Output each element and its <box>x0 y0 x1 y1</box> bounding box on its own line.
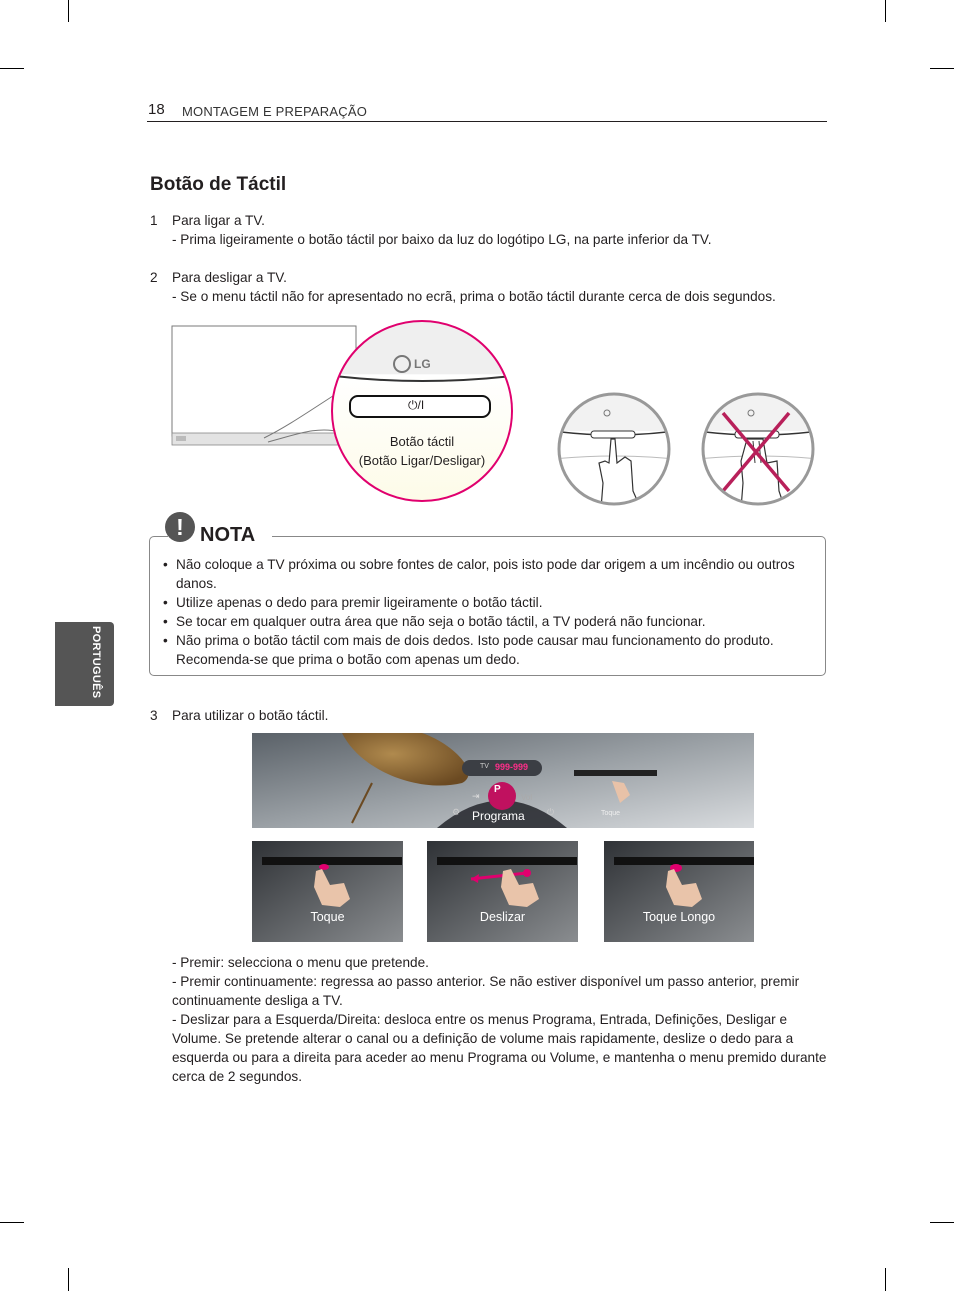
note-item: • Utilize apenas o dedo para premir ligeiramente o botão táctil. <box>163 593 813 612</box>
step-detail: - Se o menu táctil não for apresentado no ecrã, prima o botão táctil durante cerca de dois segundos. <box>172 289 776 304</box>
menu-label: Programa <box>472 809 525 823</box>
language-tab-label: PORTUGUÊS <box>90 626 102 699</box>
usage-instructions <box>172 953 827 1086</box>
crop-mark <box>68 1268 69 1291</box>
tv-bottom-bezel <box>172 433 342 445</box>
channel-number: 999-999 <box>495 762 529 772</box>
power-icon: ⏻ <box>547 807 555 817</box>
crop-mark <box>68 0 69 22</box>
note-item: • Não prima o botão táctil com mais de dois dedos. Isto pode causar mau funcionamento do produto. Recomenda-se que prima o botão com apenas um dedo. <box>163 631 813 669</box>
warning-icon: ! <box>165 512 195 542</box>
instruction-paragraph: - Premir: selecciona o menu que pretende. <box>172 955 429 970</box>
toque-label-small: Toque <box>601 810 621 817</box>
gesture-label: Toque <box>310 910 345 924</box>
gesture-tile-deslizar <box>427 841 578 942</box>
lg-logo-icon: LG <box>393 354 443 378</box>
figure-caption: (Botão Ligar/Desligar) <box>358 453 486 468</box>
step-detail: - Prima ligeiramente o botão táctil por baixo da luz do logótipo LG, na parte inferior da TV. <box>172 232 712 247</box>
step-number: 2 <box>150 270 158 285</box>
power-icon: ⏻/I <box>408 398 425 412</box>
crop-mark <box>0 1222 24 1223</box>
step-number: 1 <box>150 213 158 228</box>
volume-label: Vol <box>521 793 533 802</box>
gesture-tile-toque <box>252 841 403 942</box>
step-number: 3 <box>150 708 158 723</box>
instruction-paragraph: - Premir continuamente: regressa ao passo anterior. Se não estiver disponível um passo anterior, premir continuamente desliga a TV. <box>172 974 800 1008</box>
multi-finger-wrong-illustration <box>697 391 819 509</box>
note-title: NOTA <box>200 524 256 546</box>
gesture-label: Toque Longo <box>642 910 716 924</box>
crop-mark <box>930 1222 954 1223</box>
instruction-paragraph: - Deslizar para a Esquerda/Direita: desloca entre os menus Programa, Entrada, Definições, Desligar e Volume. Se pretende alterar o canal ou a definição de volume mais rapidamente, deslize o dedo para a esquerda ou para a direita para aceder ao menu Programa ou Volume, e mantenha o menu premido durante cerca de 2 segundos. <box>172 1012 827 1084</box>
figure-caption: Botão táctil <box>389 434 455 449</box>
tv-screen <box>172 326 356 436</box>
step-text: Para desligar a TV. <box>172 270 287 285</box>
crop-mark <box>0 68 24 69</box>
crop-mark <box>885 1268 886 1291</box>
step-text: Para ligar a TV. <box>172 213 265 228</box>
tv-touch-button-illustration <box>168 316 528 511</box>
language-tab <box>55 622 114 706</box>
settings-icon: ⚙ <box>452 807 461 817</box>
section-title: MONTAGEM E PREPARAÇÃO <box>182 104 368 119</box>
input-icon: ⇥ <box>472 791 480 801</box>
crop-mark <box>930 68 954 69</box>
note-list <box>163 555 813 669</box>
note-item: • Se tocar em qualquer outra área que não seja o botão táctil, a TV poderá não funcionar. <box>163 612 813 631</box>
gesture-tile-toque-longo <box>604 841 754 942</box>
gesture-label: Deslizar <box>479 910 526 924</box>
crop-mark <box>885 0 886 22</box>
page-title: Botão de Táctil <box>150 174 287 195</box>
channel-tag: TV <box>480 763 489 770</box>
single-finger-touch-illustration <box>553 391 675 509</box>
note-item: • Não coloque a TV próxima ou sobre fontes de calor, pois isto pode dar origem a um incêndio ou outros danos. <box>163 555 813 593</box>
page-number: 18 <box>148 101 165 118</box>
touch-menu-screenshot <box>252 733 754 828</box>
step-text: Para utilizar o botão táctil. <box>172 708 329 723</box>
menu-center[interactable]: P <box>494 784 501 795</box>
header-rule <box>147 121 827 122</box>
